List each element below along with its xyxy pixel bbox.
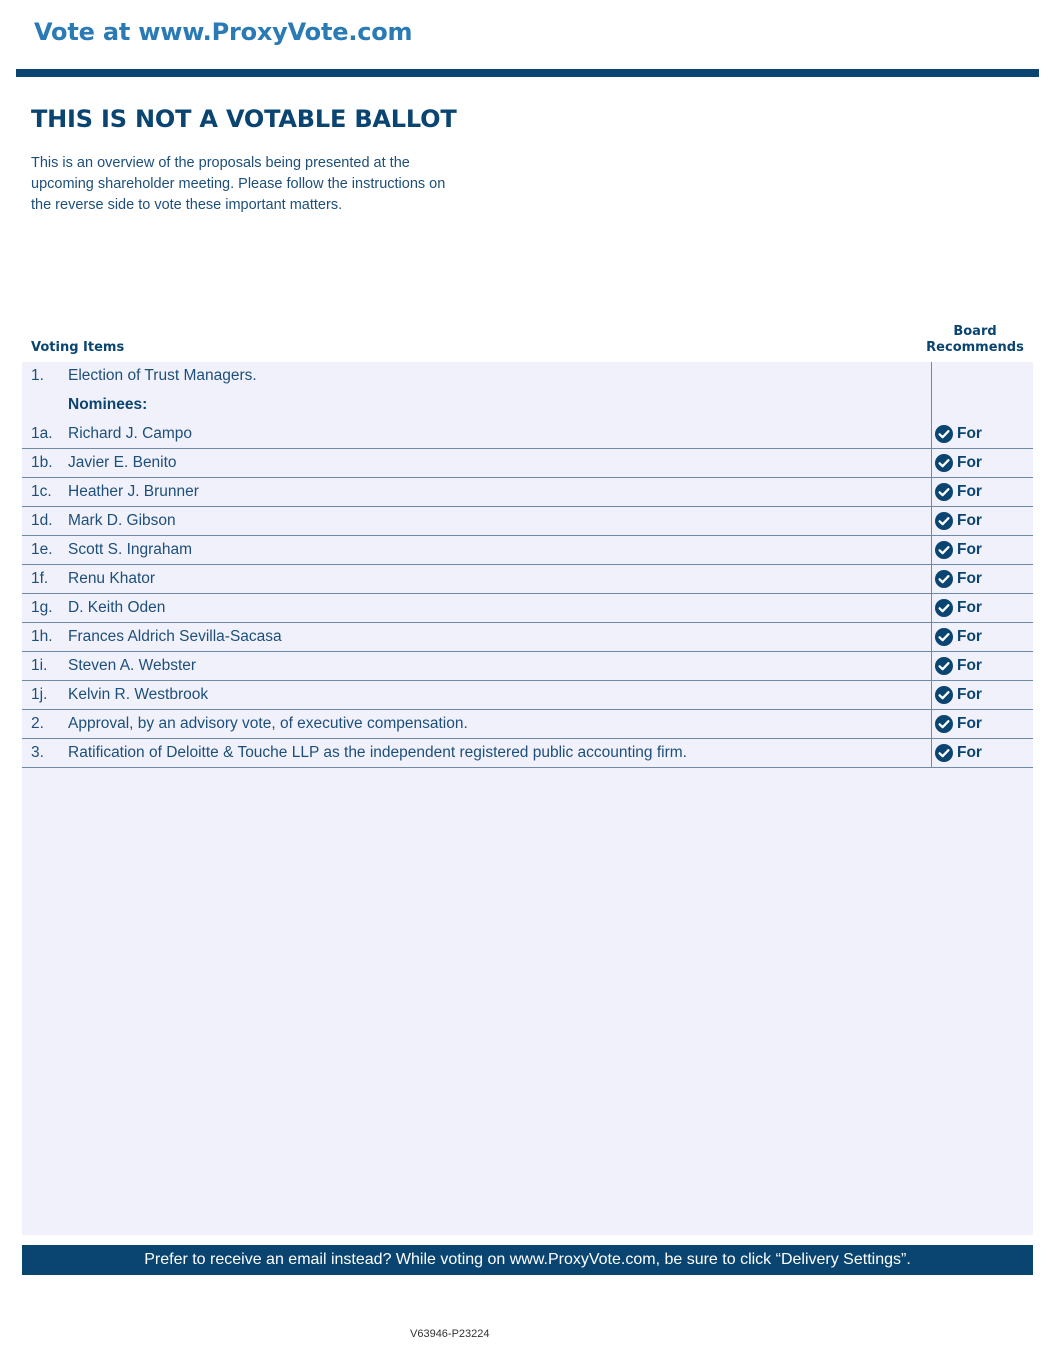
item-number: 1c. [31, 483, 52, 500]
item-label: Kelvin R. Westbrook [68, 686, 209, 703]
voting-item-row [22, 449, 1033, 478]
recommendation-label: For [957, 657, 982, 674]
item-label: Election of Trust Managers. [68, 367, 257, 384]
voting-item-header-row [22, 391, 1033, 420]
item-number: 1h. [31, 628, 53, 645]
intro-text [31, 153, 531, 216]
item-number: 1j. [31, 686, 48, 703]
recommendation-label: For [957, 744, 982, 761]
intro-line: upcoming shareholder meeting. Please follow the instructions on [31, 176, 446, 192]
voting-item-row [22, 420, 1033, 449]
board-recommendation [935, 511, 982, 531]
check-circle-icon [935, 599, 953, 617]
board-recommendation [935, 569, 982, 589]
board-recommendation [935, 482, 982, 502]
board-recommendation [935, 743, 982, 763]
email-delivery-banner: Prefer to receive an email instead? While voting on www.ProxyVote.com, be sure to click “Delivery Settings”. [22, 1245, 1033, 1275]
item-number: 1e. [31, 541, 53, 558]
intro-line: the reverse side to vote these important matters. [31, 197, 343, 213]
voting-item-row [22, 652, 1033, 681]
item-label: Approval, by an advisory vote, of executive compensation. [68, 715, 468, 732]
voting-items-panel [22, 362, 1033, 1235]
check-circle-icon [935, 454, 953, 472]
recommendation-label: For [957, 628, 982, 645]
check-circle-icon [935, 628, 953, 646]
voting-item-row [22, 507, 1033, 536]
check-circle-icon [935, 512, 953, 530]
item-label: Scott S. Ingraham [68, 541, 193, 558]
recommendation-label: For [957, 483, 982, 500]
recommendation-label: For [957, 512, 982, 529]
nominees-heading: Nominees: [68, 396, 148, 413]
recommendation-label: For [957, 570, 982, 587]
check-circle-icon [935, 425, 953, 443]
item-number: 3. [31, 744, 44, 761]
board-recommendation [935, 424, 982, 444]
recommendation-label: For [957, 541, 982, 558]
item-label: Heather J. Brunner [68, 483, 199, 500]
column-header-line: Board [953, 324, 997, 339]
item-label: D. Keith Oden [68, 599, 166, 616]
column-header-line: Recommends [926, 340, 1024, 355]
item-label: Renu Khator [68, 570, 156, 587]
document-code: V63946-P23224 [410, 1328, 490, 1340]
item-label: Ratification of Deloitte & Touche LLP as the independent registered public accounting firm. [68, 744, 687, 761]
recommendation-label: For [957, 686, 982, 703]
item-number: 1d. [31, 512, 53, 529]
voting-item-row [22, 739, 1033, 768]
voting-item-row [22, 623, 1033, 652]
board-recommendation [935, 627, 982, 647]
board-recommendation [935, 714, 982, 734]
board-recommendation [935, 598, 982, 618]
column-header-board-recommends [920, 324, 1030, 356]
recommendation-label: For [957, 715, 982, 732]
item-label: Frances Aldrich Sevilla-Sacasa [68, 628, 282, 645]
voting-item-row [22, 565, 1033, 594]
board-recommendation [935, 540, 982, 560]
board-recommendation [935, 656, 982, 676]
item-number: 1a. [31, 425, 53, 442]
check-circle-icon [935, 686, 953, 704]
voting-item-row [22, 536, 1033, 565]
recommendation-label: For [957, 425, 982, 442]
voting-item-header-row [22, 362, 1033, 391]
check-circle-icon [935, 483, 953, 501]
board-recommendation [935, 453, 982, 473]
page-title: THIS IS NOT A VOTABLE BALLOT [31, 105, 457, 133]
voting-item-row [22, 710, 1033, 739]
item-number: 1i. [31, 657, 48, 674]
item-number: 1b. [31, 454, 53, 471]
check-circle-icon [935, 744, 953, 762]
check-circle-icon [935, 657, 953, 675]
voting-item-row [22, 594, 1033, 623]
voting-item-row [22, 478, 1033, 507]
header-rule [16, 69, 1039, 77]
board-recommendation [935, 685, 982, 705]
recommendation-label: For [957, 454, 982, 471]
item-number: 1f. [31, 570, 49, 587]
check-circle-icon [935, 570, 953, 588]
item-number: 1. [31, 367, 44, 384]
item-label: Mark D. Gibson [68, 512, 176, 529]
header-title[interactable]: Vote at www.ProxyVote.com [34, 18, 413, 46]
item-number: 1g. [31, 599, 53, 616]
item-label: Javier E. Benito [68, 454, 177, 471]
recommendation-label: For [957, 599, 982, 616]
intro-line: This is an overview of the proposals being presented at the [31, 155, 410, 171]
check-circle-icon [935, 715, 953, 733]
column-header-voting-items: Voting Items [31, 340, 125, 355]
voting-item-row [22, 681, 1033, 710]
item-label: Steven A. Webster [68, 657, 197, 674]
check-circle-icon [935, 541, 953, 559]
item-label: Richard J. Campo [68, 425, 193, 442]
item-number: 2. [31, 715, 44, 732]
